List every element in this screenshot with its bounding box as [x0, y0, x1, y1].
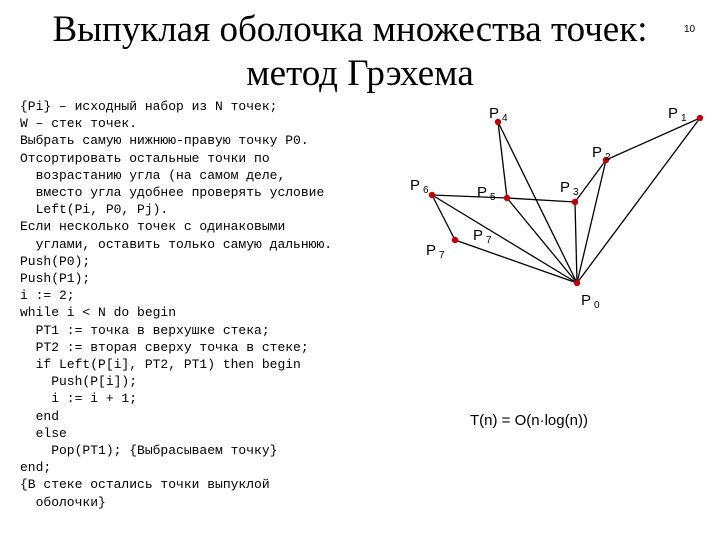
- code-line: i := i + 1;: [20, 391, 138, 407]
- code-line: Pop(PT1); {Выбрасываем точку}: [20, 443, 278, 459]
- label-p3: P $_3$: [560, 179, 579, 198]
- code-line: Push(P0);: [20, 253, 91, 269]
- code-line: end: [20, 408, 60, 424]
- slide-number: 10: [684, 24, 696, 35]
- code-line: W – стек точек.: [20, 116, 138, 132]
- point-p1: [697, 115, 703, 121]
- label-p1: P $_1$: [668, 105, 687, 124]
- label-p7-inner: P $_7$: [473, 227, 492, 246]
- code-line: оболочки}: [20, 494, 106, 510]
- code-line: вместо угла удобнее проверять условие: [20, 185, 325, 201]
- code-line: {В стеке остались точки выпуклой: [20, 477, 270, 493]
- code-line: возрастанию угла (на самом деле,: [20, 167, 286, 183]
- label-p7: P $_7$: [426, 242, 445, 261]
- label-p2: P $_2$: [592, 144, 611, 163]
- point-p6: [429, 192, 435, 198]
- label-p5: P $_5$: [477, 184, 496, 203]
- edge-p4-p5: [498, 122, 507, 198]
- code-line: PT2 := вторая сверху точка в стеке;: [20, 339, 309, 355]
- edge-p0-p3: [575, 202, 577, 283]
- code-line: if Left(P[i], PT2, PT1) then begin: [20, 357, 301, 373]
- code-line: Отсортировать остальные точки по: [20, 150, 270, 166]
- slide-title-line1: Выпуклая оболочка множества точек:: [52, 9, 648, 50]
- code-line: Left(Pi, P0, Pj).: [20, 202, 169, 218]
- code-line: else: [20, 425, 67, 441]
- code-line: Выбрать самую нижнюю-правую точку P0.: [20, 133, 309, 149]
- code-line: углами, оставить только самую дальнюю.: [20, 236, 333, 252]
- label-p4: P $_4$: [489, 105, 508, 124]
- point-p5: [504, 195, 510, 201]
- label-p0: P $_0$: [581, 292, 600, 311]
- label-p6: P $_6$: [410, 177, 429, 196]
- code-line: Push(P[i]);: [20, 374, 138, 390]
- code-line: Если несколько точек с одинаковыми: [20, 219, 286, 235]
- code-line: {Pi} – исходный набор из N точек;: [20, 99, 278, 114]
- point-p7: [452, 237, 458, 243]
- point-p0: [574, 280, 580, 286]
- code-line: Push(P1);: [20, 271, 91, 287]
- code-line: PT1 := точка в верхушке стека;: [20, 322, 270, 338]
- slide-title-line2: метод Грэхема: [246, 53, 474, 94]
- code-line: i := 2;: [20, 288, 75, 304]
- edge-p0-p1: [577, 118, 700, 283]
- complexity-formula: T(n) = O(n·log(n)): [470, 412, 588, 429]
- code-line: while i < N do begin: [20, 305, 177, 321]
- code-line: end;: [20, 460, 52, 476]
